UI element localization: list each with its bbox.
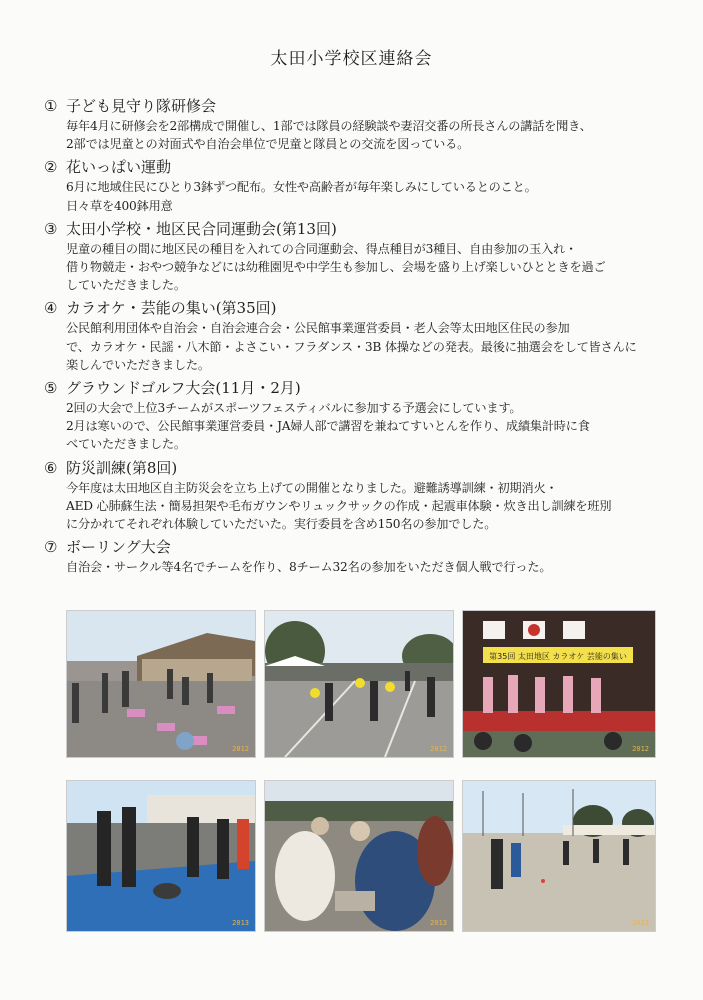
- section-heading-text: 防災訓練(第8回): [66, 458, 178, 477]
- sports-day-photo: [265, 611, 453, 757]
- section-body-line: 児童の種目の間に地区民の種目を入れての合同運動会、得点種目が3種目、自由参加の玉入れ・: [66, 241, 578, 256]
- page-title: 太田小学校区連絡会: [270, 49, 433, 69]
- photo-datestamp: 2012: [430, 745, 447, 753]
- photo-datestamp: 2012: [632, 745, 649, 753]
- section-item: [44, 297, 684, 374]
- disaster-drill-photo: [67, 781, 255, 931]
- flower-distribution-photo: [67, 611, 255, 757]
- section-body-line: で、カラオケ・民謡・八木節・よさこい・フラダンス・3B 体操などの発表。最後に抽選会をして皆さんに: [66, 339, 637, 354]
- photo-ground-golf: [462, 780, 656, 932]
- section-body-line: 借り物競走・おやつ競争などには幼稚園児や中学生も参加し、会場を盛り上げ楽しいひとときを過ご: [66, 260, 606, 275]
- section-body-line: 自治会・サークル等4名でチームを作り、8チーム32名の参加をいただき個人戦で行った。: [66, 560, 552, 575]
- section-heading-text: ボーリング大会: [66, 538, 171, 557]
- photo-disaster-drill: [66, 780, 256, 932]
- section-heading: [44, 218, 684, 240]
- section-body-line: 毎年4月に研修会を2部構成で開催し、1部では隊員の経験談や妻沼交番の所長さんの講話を聞き、: [66, 119, 592, 133]
- section-heading: [44, 297, 684, 319]
- section-body-line: 6月に地域住民にひとり3鉢ずつ配布。女性や高齢者が毎年楽しみにしているとのこと。: [66, 180, 537, 195]
- section-body-line: AED 心肺蘇生法・簡易担架や毛布ガウンやリュックサックの作成・起震車体験・炊き出し訓練を班別: [66, 498, 612, 513]
- section-body-line: 2月は寒いので、公民館事業運営委員・JA婦人部で講習を兼ねてすいとんを作り、成績集計時に食: [66, 419, 590, 434]
- section-heading: [44, 457, 684, 479]
- section-heading: [44, 536, 684, 558]
- section-heading-text: カラオケ・芸能の集い(第35回): [66, 299, 277, 318]
- section-body-line: 公民館利用団体や自治会・自治会連合会・公民館事業運営委員・老人会等太田地区住民の参加: [66, 321, 570, 336]
- section-body-line: 2部では児童との対面式や自治会単位で児童と隊員との交流を図っている。: [66, 137, 470, 152]
- photo-flower-distribution: [66, 610, 256, 758]
- section-item: [44, 457, 684, 534]
- section-number: ⑤: [44, 379, 58, 398]
- section-item: [44, 536, 684, 576]
- photo-karaoke-stage: [462, 610, 656, 758]
- section-body-line: 日々草を400鉢用意: [66, 198, 173, 213]
- photo-datestamp: 2013: [632, 919, 649, 927]
- section-heading-text: 太田小学校・地区民合同運動会(第13回): [66, 219, 337, 238]
- section-number: ④: [44, 299, 58, 318]
- section-body-line: していただきました。: [66, 278, 186, 293]
- sections-list: [44, 95, 684, 579]
- section-item: [44, 218, 684, 295]
- karaoke-stage-photo: [463, 611, 655, 757]
- photo-suiton-cooking: [264, 780, 454, 932]
- section-body-line: 楽しんでいただきました。: [66, 357, 210, 372]
- section-item: [44, 156, 684, 214]
- section-body-line: べていただきました。: [66, 437, 186, 452]
- section-item: [44, 377, 684, 454]
- section-number: ⑦: [44, 538, 58, 557]
- section-item: [44, 95, 684, 153]
- section-heading-text: 花いっぱい運動: [66, 158, 172, 177]
- ground-golf-photo: [463, 781, 655, 931]
- section-number: ⑥: [44, 458, 58, 477]
- section-number: ③: [44, 219, 58, 238]
- photo-datestamp: 2013: [430, 919, 447, 927]
- photo-datestamp: 2013: [232, 919, 249, 927]
- stage-banner-text: 第35回 太田地区 カラオケ 芸能の集い: [489, 652, 627, 661]
- section-heading-text: グラウンドゴルフ大会(11月・2月): [66, 379, 301, 398]
- photo-datestamp: 2012: [232, 745, 249, 753]
- section-heading: [44, 95, 684, 117]
- section-body-line: に分かれてそれぞれ体験していただいた。実行委員を含め150名の参加でした。: [66, 517, 497, 532]
- section-body-line: 2回の大会で上位3チームがスポーツフェスティバルに参加する予選会にしています。: [66, 401, 522, 416]
- section-number: ②: [44, 158, 58, 177]
- photo-sports-day: [264, 610, 454, 758]
- section-heading: [44, 377, 684, 399]
- cooking-photo: [265, 781, 453, 931]
- section-heading-text: 子ども見守り隊研修会: [66, 97, 217, 115]
- section-body-line: 今年度は太田地区自主防災会を立ち上げての開催となりました。避難誘導訓練・初期消火・: [66, 480, 558, 495]
- section-heading: [44, 156, 684, 178]
- section-number: ①: [44, 97, 58, 115]
